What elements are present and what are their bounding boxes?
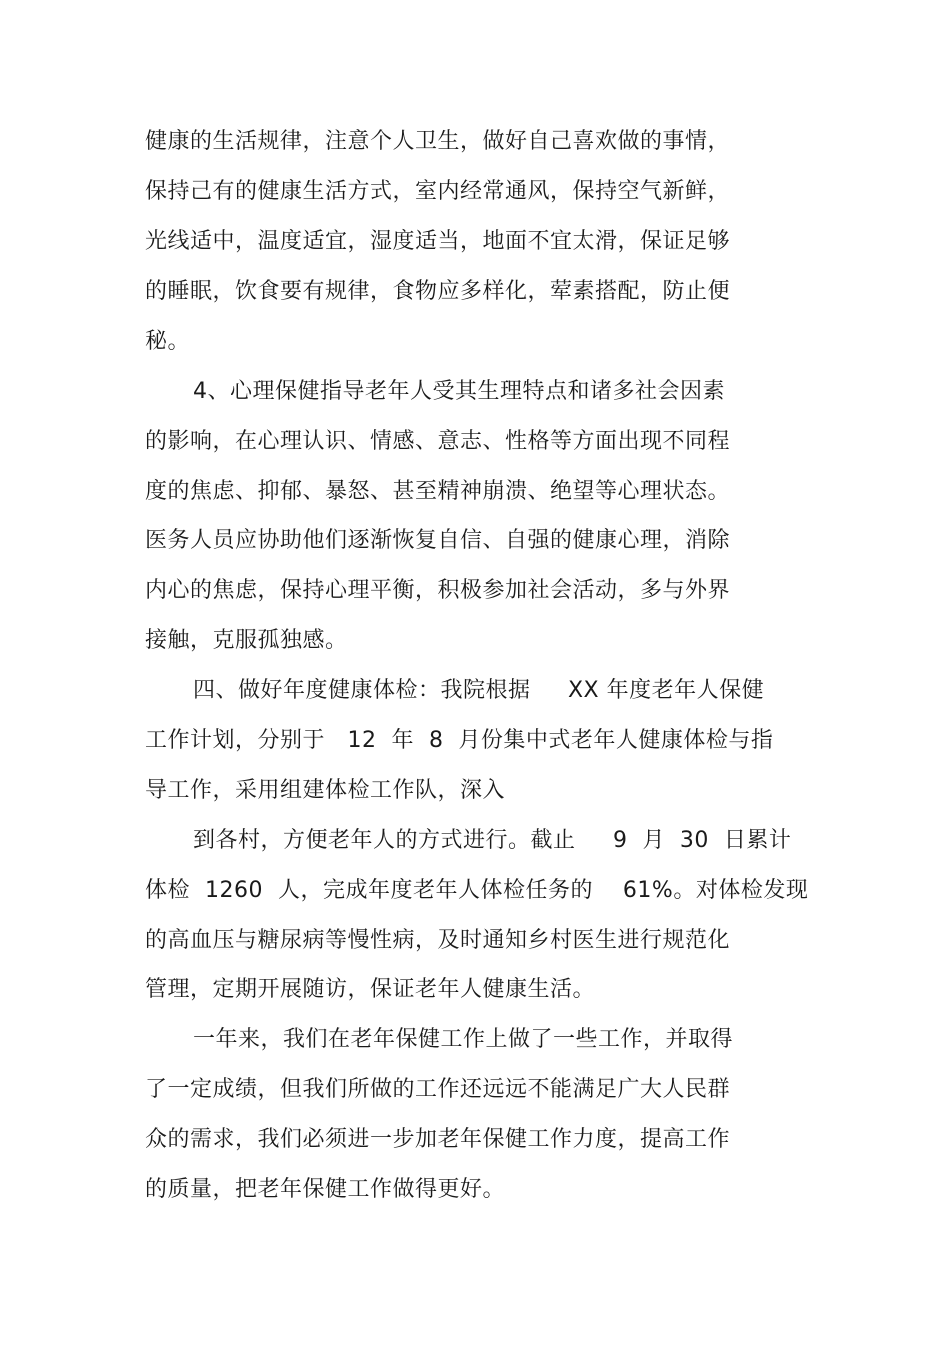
paragraph-line: 秘。 bbox=[145, 329, 191, 354]
paragraph-line: 四、做好年度健康体检：我院根据 XX 年度老年人保健 bbox=[193, 678, 765, 703]
paragraph-line: 工作计划，分别于 12 年 8 月份集中式老年人健康体检与指 bbox=[145, 728, 774, 753]
paragraph-line: 4、心理保健指导老年人受其生理特点和诸多社会因素 bbox=[193, 379, 725, 404]
paragraph-line: 体检 1260 人，完成年度老年人体检任务的 61%。对体检发现 bbox=[145, 878, 809, 903]
paragraph-line: 内心的焦虑，保持心理平衡，积极参加社会活动，多与外界 bbox=[145, 578, 731, 603]
paragraph-line: 保持己有的健康生活方式，室内经常通风，保持空气新鲜， bbox=[145, 179, 731, 204]
paragraph-line: 众的需求，我们必须进一步加老年保健工作力度，提高工作 bbox=[145, 1127, 731, 1152]
paragraph-line: 接触，克服孤独感。 bbox=[145, 628, 348, 653]
paragraph-line: 医务人员应协助他们逐渐恢复自信、自强的健康心理，消除 bbox=[145, 528, 731, 553]
paragraph-line: 健康的生活规律，注意个人卫生，做好自己喜欢做的事情， bbox=[145, 129, 731, 154]
paragraph-line: 的影响，在心理认识、情感、意志、性格等方面出现不同程 bbox=[145, 429, 731, 454]
paragraph-line: 光线适中，温度适宜，湿度适当，地面不宜太滑，保证足够 bbox=[145, 229, 731, 254]
paragraph-line: 的高血压与糖尿病等慢性病，及时通知乡村医生进行规范化 bbox=[145, 928, 731, 953]
paragraph-line: 到各村，方便老年人的方式进行。截止 9 月 30 日累计 bbox=[193, 828, 792, 853]
paragraph-line: 导工作，采用组建体检工作队，深入 bbox=[145, 778, 506, 803]
paragraph-line: 了一定成绩，但我们所做的工作还远远不能满足广大人民群 bbox=[145, 1077, 731, 1102]
paragraph-line: 度的焦虑、抑郁、暴怒、甚至精神崩溃、绝望等心理状态。 bbox=[145, 479, 731, 504]
paragraph-line: 的质量，把老年保健工作做得更好。 bbox=[145, 1177, 506, 1202]
paragraph-line: 一年来，我们在老年保健工作上做了一些工作，并取得 bbox=[193, 1027, 734, 1052]
paragraph-line: 管理，定期开展随访，保证老年人健康生活。 bbox=[145, 977, 596, 1002]
paragraph-line: 的睡眠，饮食要有规律，食物应多样化，荤素搭配，防止便 bbox=[145, 279, 731, 304]
